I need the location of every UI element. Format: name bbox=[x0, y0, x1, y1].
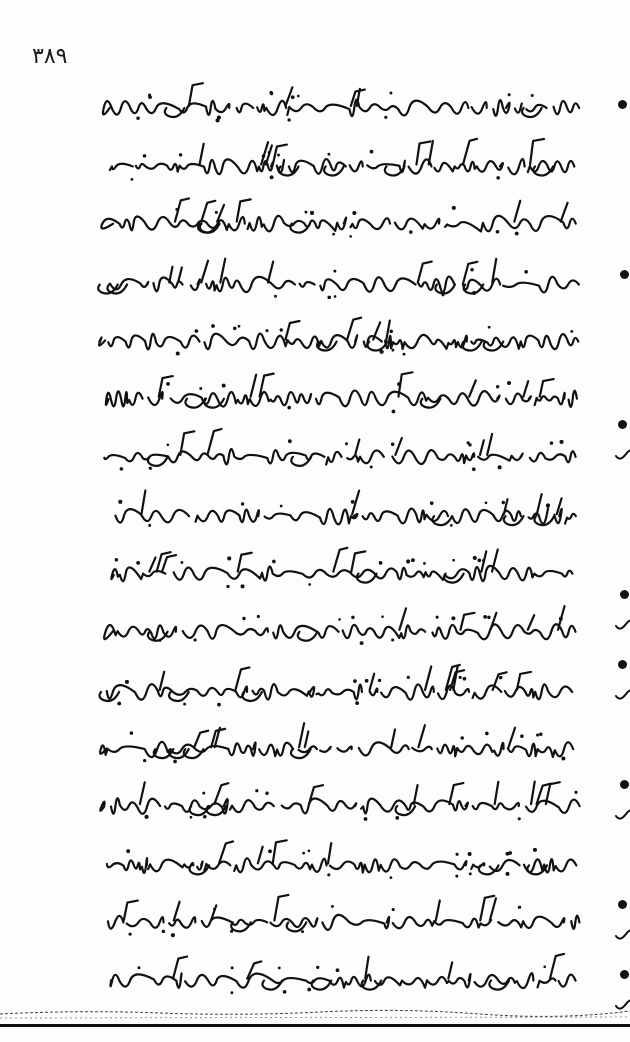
ink-stroke bbox=[355, 439, 359, 454]
ink-stroke bbox=[490, 612, 496, 629]
ink-stroke bbox=[399, 608, 406, 629]
ink-stroke bbox=[298, 631, 318, 640]
ink-dot bbox=[472, 467, 476, 471]
ink-dot bbox=[460, 736, 463, 739]
ink-dot bbox=[166, 382, 170, 386]
handwritten-line bbox=[92, 603, 592, 661]
ink-stroke bbox=[480, 440, 484, 455]
ink-dot bbox=[536, 734, 539, 737]
ink-stroke bbox=[242, 692, 262, 701]
ink-dot bbox=[485, 732, 489, 736]
ink-dot bbox=[316, 966, 319, 969]
ink-dot bbox=[241, 585, 245, 589]
ink-dot bbox=[217, 703, 221, 707]
ink-stroke bbox=[201, 261, 208, 283]
ink-dot bbox=[215, 118, 219, 122]
ink-dot bbox=[167, 443, 170, 446]
ink-dot bbox=[287, 406, 291, 410]
ink-dot bbox=[171, 933, 175, 937]
ink-dot bbox=[403, 353, 406, 356]
ink-dot bbox=[574, 790, 577, 793]
ink-dot bbox=[539, 733, 542, 736]
ink-dot bbox=[507, 381, 511, 385]
ink-stroke bbox=[436, 901, 440, 921]
ink-dot bbox=[423, 562, 426, 565]
ink-stroke bbox=[550, 954, 564, 979]
ink-stroke bbox=[385, 167, 405, 176]
ink-stroke bbox=[487, 434, 492, 455]
ink-dot bbox=[215, 210, 218, 213]
ink-stroke bbox=[103, 100, 579, 117]
ink-dot bbox=[262, 155, 266, 159]
ink-stroke bbox=[368, 342, 388, 351]
handwritten-line bbox=[92, 894, 592, 952]
margin-fragment bbox=[612, 442, 630, 470]
ink-stroke bbox=[531, 781, 535, 803]
ink-stroke bbox=[200, 144, 204, 165]
ink-dot bbox=[378, 679, 381, 682]
ink-stroke bbox=[274, 895, 288, 920]
ink-dot bbox=[242, 616, 245, 619]
ink-dot bbox=[345, 442, 348, 445]
ink-stroke bbox=[194, 731, 208, 747]
ink-stroke bbox=[299, 723, 304, 747]
ink-dot bbox=[126, 849, 130, 853]
handwritten-line bbox=[92, 311, 592, 369]
ink-dot bbox=[502, 501, 505, 504]
ink-dot bbox=[351, 615, 354, 618]
ink-dot bbox=[473, 556, 477, 560]
ink-stroke bbox=[251, 375, 257, 397]
ink-dot bbox=[183, 703, 186, 706]
ink-stroke bbox=[99, 334, 578, 350]
ink-stroke bbox=[528, 615, 534, 630]
ink-dot bbox=[149, 466, 152, 469]
ink-dot bbox=[120, 467, 124, 471]
ink-stroke bbox=[391, 730, 395, 748]
ink-dot bbox=[194, 638, 197, 641]
margin-bullet bbox=[620, 780, 629, 789]
ink-stroke bbox=[148, 457, 168, 466]
ink-dot bbox=[280, 328, 283, 331]
ink-dot bbox=[407, 676, 410, 679]
ink-dot bbox=[349, 235, 352, 238]
ink-dot bbox=[202, 791, 205, 794]
ink-dot bbox=[395, 816, 399, 820]
ink-dot bbox=[520, 735, 524, 739]
handwritten-line bbox=[92, 78, 592, 136]
ink-stroke bbox=[273, 840, 287, 863]
handwritten-line bbox=[92, 661, 592, 719]
ink-stroke bbox=[523, 382, 528, 397]
ink-stroke bbox=[490, 898, 496, 920]
ink-stroke bbox=[286, 321, 300, 340]
ink-dot bbox=[176, 352, 180, 356]
ink-dot bbox=[543, 966, 546, 969]
ink-dot bbox=[255, 789, 258, 792]
ink-stroke bbox=[418, 725, 424, 747]
ink-stroke bbox=[448, 963, 452, 979]
ink-dot bbox=[379, 561, 383, 565]
ink-stroke bbox=[247, 962, 261, 979]
ink-stroke bbox=[460, 612, 474, 629]
ink-dot bbox=[381, 615, 384, 618]
ink-dot bbox=[291, 95, 295, 99]
ink-stroke bbox=[469, 381, 476, 397]
ink-dot bbox=[487, 615, 490, 618]
ink-dot bbox=[117, 702, 121, 706]
ink-dot bbox=[333, 270, 336, 273]
ink-stroke bbox=[479, 865, 499, 874]
ink-dot bbox=[455, 875, 458, 878]
ink-dot bbox=[297, 95, 300, 98]
ink-stroke bbox=[110, 159, 574, 174]
ink-dot bbox=[190, 815, 193, 818]
ink-dot bbox=[411, 559, 415, 563]
ink-dot bbox=[498, 465, 502, 469]
ink-stroke bbox=[514, 200, 520, 221]
ink-stroke bbox=[414, 785, 418, 804]
ink-stroke bbox=[268, 261, 273, 282]
ink-stroke bbox=[509, 728, 515, 747]
ink-dot bbox=[136, 561, 140, 565]
ink-dot bbox=[452, 559, 455, 562]
ink-dot bbox=[162, 930, 165, 933]
handwritten-line bbox=[92, 195, 592, 253]
ink-stroke bbox=[347, 318, 361, 340]
ink-dot bbox=[370, 150, 374, 154]
ink-dot bbox=[332, 232, 335, 235]
ink-dot bbox=[327, 153, 330, 156]
ink-dot bbox=[468, 852, 472, 856]
ink-stroke bbox=[217, 204, 224, 221]
margin-fragment bbox=[612, 682, 630, 710]
ink-dot bbox=[496, 176, 500, 180]
ink-dot bbox=[391, 442, 395, 446]
ink-stroke bbox=[106, 391, 577, 407]
margin-fragment bbox=[612, 612, 630, 640]
ink-dot bbox=[485, 502, 488, 505]
ink-dot bbox=[175, 208, 178, 211]
ink-dot bbox=[392, 349, 395, 352]
ink-dot bbox=[334, 295, 337, 298]
ink-stroke bbox=[165, 108, 185, 117]
ink-dot bbox=[469, 872, 472, 875]
ink-dot bbox=[136, 117, 139, 120]
ink-dot bbox=[137, 967, 140, 970]
ink-stroke bbox=[162, 555, 176, 572]
ink-stroke bbox=[522, 108, 542, 117]
ink-dot bbox=[118, 500, 122, 504]
ink-dot bbox=[477, 559, 481, 563]
ink-dot bbox=[496, 230, 500, 234]
ink-dot bbox=[524, 270, 528, 274]
ink-dot bbox=[327, 873, 330, 876]
ink-stroke bbox=[101, 215, 575, 231]
ink-stroke bbox=[258, 847, 263, 864]
handwritten-line bbox=[92, 544, 592, 602]
ink-dot bbox=[559, 616, 563, 620]
ink-stroke bbox=[493, 672, 507, 690]
ink-stroke bbox=[305, 732, 309, 748]
ink-stroke bbox=[108, 915, 579, 930]
handwritten-line bbox=[92, 369, 592, 427]
ink-stroke bbox=[124, 901, 138, 921]
handwritten-line bbox=[92, 136, 592, 194]
ink-dot bbox=[310, 211, 314, 215]
ink-dot bbox=[496, 386, 499, 389]
ink-dot bbox=[390, 330, 393, 333]
ink-dot bbox=[257, 615, 260, 618]
ink-dot bbox=[384, 116, 387, 119]
ink-stroke bbox=[149, 558, 155, 572]
handwritten-line bbox=[92, 253, 592, 311]
ink-dot bbox=[268, 849, 272, 853]
ink-stroke bbox=[173, 957, 187, 979]
ink-dot bbox=[301, 930, 304, 933]
ink-dot bbox=[148, 95, 152, 99]
ink-dot bbox=[550, 441, 553, 444]
ink-stroke bbox=[351, 552, 365, 572]
ink-dot bbox=[352, 211, 356, 215]
margin-fragment bbox=[612, 922, 630, 950]
ink-stroke bbox=[207, 429, 221, 455]
ink-dot bbox=[365, 679, 369, 683]
ink-stroke bbox=[111, 566, 572, 581]
ink-dot bbox=[305, 210, 308, 213]
ink-dot bbox=[268, 151, 271, 154]
margin-bullet bbox=[618, 100, 627, 109]
ink-dot bbox=[265, 791, 269, 795]
ink-dot bbox=[392, 410, 396, 414]
ink-dot bbox=[144, 814, 148, 818]
ink-dot bbox=[125, 680, 129, 684]
ink-dot bbox=[499, 676, 502, 679]
ink-dot bbox=[327, 295, 331, 299]
ink-dot bbox=[226, 585, 229, 588]
ink-dot bbox=[518, 817, 521, 820]
margin-bullet bbox=[620, 270, 629, 279]
bottom-edge-scan-noise bbox=[0, 1000, 630, 1020]
ink-stroke bbox=[425, 666, 431, 690]
ink-dot bbox=[213, 908, 216, 911]
ink-dot bbox=[211, 324, 215, 328]
ink-stroke bbox=[561, 202, 568, 221]
ink-dot bbox=[143, 154, 147, 158]
margin-bullet bbox=[618, 660, 627, 669]
ink-dot bbox=[287, 118, 290, 121]
ink-dot bbox=[277, 154, 280, 157]
ink-dot bbox=[270, 92, 273, 95]
ink-stroke bbox=[540, 380, 554, 398]
ink-dot bbox=[508, 851, 512, 855]
ink-stroke bbox=[449, 783, 463, 804]
ink-dot bbox=[390, 876, 393, 879]
ink-dot bbox=[302, 852, 305, 855]
ink-stroke bbox=[169, 267, 172, 283]
ink-dot bbox=[336, 969, 340, 973]
ink-dot bbox=[452, 205, 456, 209]
ink-dot bbox=[143, 759, 146, 762]
ink-dot bbox=[288, 439, 292, 443]
right-margin-fragments bbox=[600, 70, 630, 990]
ink-dot bbox=[391, 638, 394, 641]
ink-dot bbox=[203, 815, 207, 819]
handwritten-text-block bbox=[92, 78, 592, 1011]
ink-dot bbox=[115, 558, 119, 562]
ink-dot bbox=[518, 906, 521, 909]
ink-dot bbox=[195, 329, 199, 333]
handwritten-line bbox=[92, 428, 592, 486]
ink-stroke bbox=[107, 684, 572, 700]
ink-dot bbox=[265, 329, 268, 332]
ink-stroke bbox=[104, 624, 575, 639]
ink-dot bbox=[238, 325, 241, 328]
ink-dot bbox=[307, 988, 311, 992]
ink-dot bbox=[180, 561, 183, 564]
ink-dot bbox=[450, 524, 453, 527]
ink-dot bbox=[233, 327, 237, 331]
ink-dot bbox=[308, 849, 311, 852]
ink-stroke bbox=[537, 494, 542, 514]
ink-dot bbox=[459, 676, 462, 679]
ink-stroke bbox=[160, 672, 165, 690]
ink-dot bbox=[270, 176, 274, 180]
ink-dot bbox=[561, 757, 565, 761]
ink-dot bbox=[241, 502, 244, 505]
ink-dot bbox=[482, 559, 485, 562]
ink-stroke bbox=[463, 139, 477, 165]
ink-dot bbox=[559, 440, 563, 444]
margin-bullet bbox=[618, 420, 627, 429]
handwritten-line bbox=[92, 778, 592, 836]
ink-dot bbox=[409, 230, 413, 234]
ink-dot bbox=[278, 967, 281, 970]
ink-dot bbox=[280, 505, 283, 508]
ink-stroke bbox=[333, 548, 347, 572]
margin-bullet bbox=[620, 970, 629, 979]
ink-dot bbox=[370, 465, 373, 468]
ink-dot bbox=[148, 524, 151, 527]
page-number: ۳۸۹ bbox=[32, 44, 68, 69]
ink-stroke bbox=[395, 438, 401, 455]
ink-stroke bbox=[178, 267, 182, 282]
ink-dot bbox=[508, 93, 511, 96]
ink-stroke bbox=[141, 491, 145, 515]
ink-dot bbox=[467, 441, 470, 444]
ink-stroke bbox=[495, 781, 499, 803]
bottom-page-edge bbox=[0, 1024, 630, 1027]
ink-dot bbox=[546, 504, 550, 508]
ink-dot bbox=[130, 732, 134, 736]
ink-dot bbox=[130, 178, 133, 181]
handwritten-line bbox=[92, 486, 592, 544]
ink-dot bbox=[331, 905, 334, 908]
ink-dot bbox=[353, 679, 357, 683]
ink-stroke bbox=[99, 858, 576, 873]
handwritten-line bbox=[92, 719, 592, 777]
ink-stroke bbox=[201, 200, 215, 221]
ink-stroke bbox=[429, 141, 433, 164]
ink-dot bbox=[470, 268, 473, 271]
ink-dot bbox=[483, 615, 487, 619]
ink-dot bbox=[364, 817, 368, 821]
ink-dot bbox=[389, 92, 392, 95]
ink-dot bbox=[173, 760, 177, 764]
ink-stroke bbox=[328, 843, 331, 863]
ink-dot bbox=[179, 153, 182, 156]
ink-dot bbox=[308, 583, 311, 586]
ink-dot bbox=[227, 557, 231, 561]
ink-dot bbox=[436, 615, 439, 618]
ink-dot bbox=[506, 872, 510, 876]
ink-dot bbox=[338, 618, 341, 621]
margin-bullet bbox=[618, 900, 627, 909]
ink-dot bbox=[451, 616, 455, 620]
ink-dot bbox=[283, 990, 287, 994]
ink-dot bbox=[231, 992, 234, 995]
handwritten-line bbox=[92, 836, 592, 894]
ink-dot bbox=[570, 330, 573, 333]
ink-dot bbox=[515, 231, 519, 235]
margin-fragment bbox=[612, 802, 630, 830]
ink-dot bbox=[355, 701, 359, 705]
ink-stroke bbox=[169, 692, 189, 701]
ink-dot bbox=[272, 560, 276, 564]
ink-stroke bbox=[140, 782, 145, 804]
ink-dot bbox=[222, 384, 226, 388]
ink-dot bbox=[360, 641, 364, 645]
ink-stroke bbox=[370, 674, 375, 690]
ink-dot bbox=[406, 560, 410, 564]
ink-dot bbox=[430, 501, 434, 505]
ink-dot bbox=[199, 387, 202, 390]
ink-stroke bbox=[418, 261, 432, 282]
ink-dot bbox=[231, 967, 234, 970]
ink-dot bbox=[351, 500, 355, 504]
ink-dot bbox=[274, 295, 277, 298]
ink-dot bbox=[488, 326, 491, 329]
margin-bullet bbox=[620, 590, 629, 599]
ink-stroke bbox=[110, 277, 579, 293]
ink-dot bbox=[531, 94, 534, 97]
ink-dot bbox=[533, 848, 537, 852]
ink-dot bbox=[463, 677, 467, 681]
ink-stroke bbox=[219, 841, 233, 863]
ink-dot bbox=[392, 908, 395, 911]
ink-dot bbox=[397, 383, 401, 387]
ink-dot bbox=[128, 933, 131, 936]
ink-dot bbox=[456, 853, 459, 856]
ink-stroke bbox=[174, 902, 180, 921]
ink-stroke bbox=[97, 449, 576, 465]
ink-stroke bbox=[100, 798, 579, 814]
